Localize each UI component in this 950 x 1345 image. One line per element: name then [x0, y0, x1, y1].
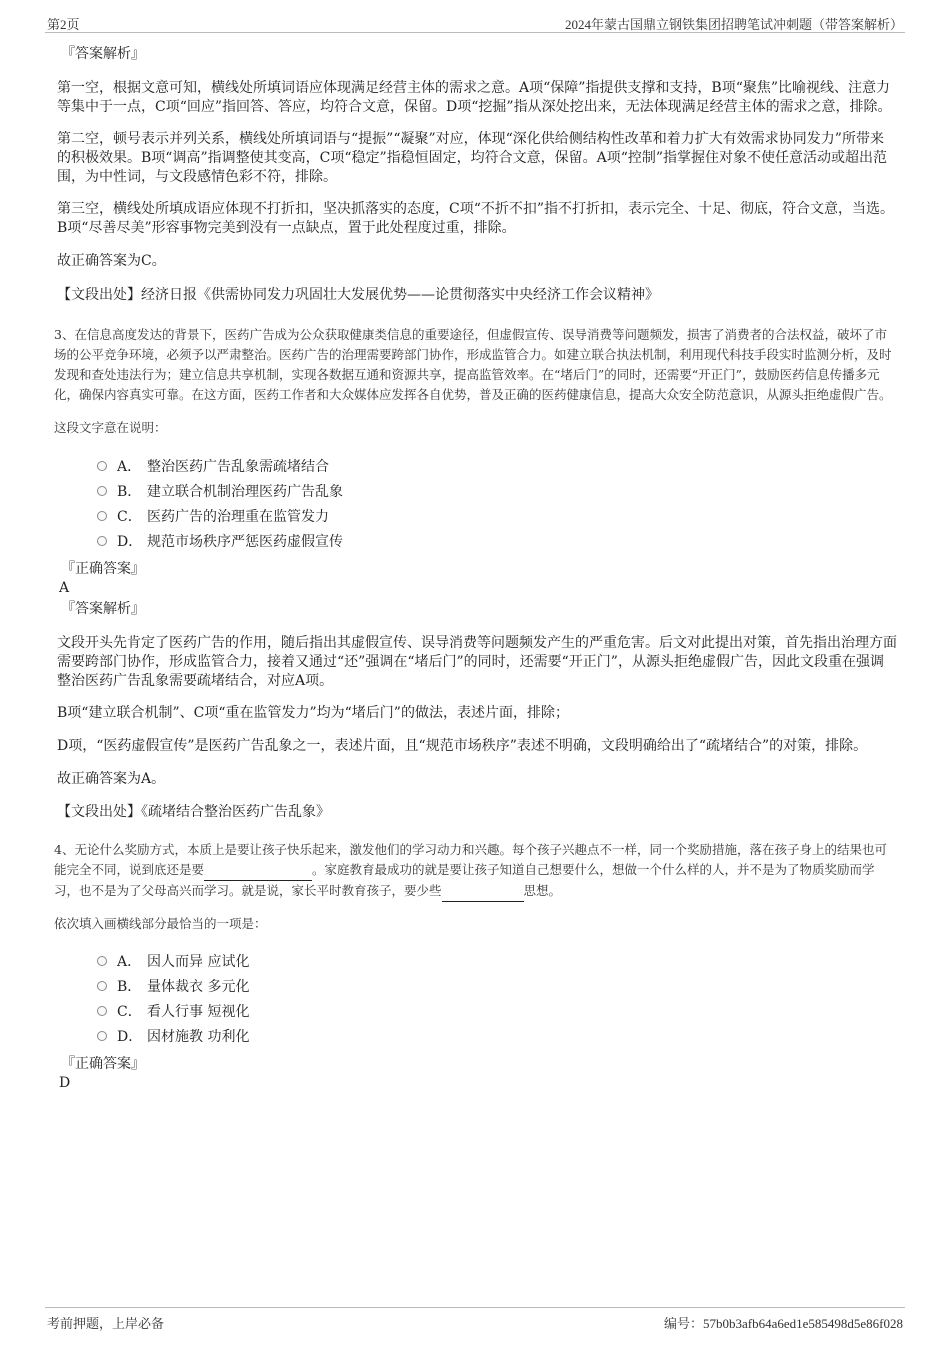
option-a[interactable]: A． 因人而异 应试化 [97, 948, 897, 973]
question-prompt: 依次填入画横线部分最恰当的一项是： [54, 916, 267, 931]
document-id: 编号：57b0b3afb64a6ed1e585498d5e86f028 [663, 1316, 903, 1331]
radio-icon[interactable] [97, 1006, 107, 1016]
page-number: 第2页 [47, 17, 80, 32]
analysis-paragraph: 第二空，顿号表示并列关系，横线处所填词语与“提振”“凝聚”对应，体现“深化供给侧结构性改革和着力扩大有效需求协同发力”所带来的积极效果。B项“调高”指调整使其变高，C项“稳定”指稳恒固定，均符合文意，保留。A项“控制”指掌握住对象不使任意活动或超出范围，为中性词，与文段感情色彩不符，排除。 [57, 131, 888, 185]
option-c[interactable]: C． 医药广告的治理重在监管发力 [97, 503, 897, 528]
radio-icon[interactable] [97, 956, 107, 966]
footer-slogan: 考前押题，上岸必备 [47, 1316, 165, 1331]
analysis-conclusion: 故正确答案为C。 [57, 253, 166, 269]
radio-icon[interactable] [97, 981, 107, 991]
radio-icon[interactable] [97, 1031, 107, 1041]
option-list [57, 948, 897, 1048]
question-stem: 3、在信息高度发达的背景下，医药广告成为公众获取健康类信息的重要途径，但虚假宣传、误导消费等问题频发，损害了消费者的合法权益，破坏了市场的公平竞争环境，必须予以严肃整治。医药广告的治理需要跨部门协作，形成监管合力。如建立联合执法机制，利用现代科技手段实时监测分析，及时发现和查处违法行为；建立信息共享机制，实现各数据互通和资源共享，提高监管效率。在“堵后门”的同时，还需要“开正门”，鼓励医药信息传播多元化，确保内容真实可靠。在这方面，医药工作者和大众媒体应发挥各自优势，普及正确的医药健康信息，提高大众安全防范意识，从源头拒绝虚假广告。 [54, 327, 892, 402]
radio-icon[interactable] [97, 511, 107, 521]
question-2-analysis [57, 44, 897, 305]
analysis-label: 『答案解析』 [61, 601, 145, 617]
option-b[interactable]: B． 建立联合机制治理医药广告乱象 [97, 478, 897, 503]
question-3 [54, 325, 897, 822]
answer-label: 『正确答案』 [61, 561, 145, 577]
option-d[interactable]: D． 因材施教 功利化 [97, 1023, 897, 1048]
radio-icon[interactable] [97, 486, 107, 496]
analysis-paragraph: 第三空，横线处所填成语应体现不打折扣，坚决抓落实的态度，C项“不折不扣”指不打折扣，表示完全、十足、彻底，符合文意，当选。B项“尽善尽美”形容事物完美到没有一点缺点，置于此处程度过重，排除。 [57, 201, 895, 236]
analysis-label: 『答案解析』 [61, 46, 145, 62]
source-citation: 【文段出处】《疏堵结合整治医药广告乱象》 [57, 804, 330, 820]
answer-label: 『正确答案』 [61, 1056, 145, 1072]
page-footer [45, 1307, 905, 1331]
radio-icon[interactable] [97, 461, 107, 471]
question-stem: 4、无论什么奖励方式，本质上是要让孩子快乐起来，激发他们的学习动力和兴趣。每个孩子兴趣点不一样，同一个奖励措施，落在孩子身上的结果也可能完全不同，说到底还是要 。家庭教育最成功的就是要让孩子知道自己想要什么，想做一个什么样的人，并不是为了物质奖励而学习，也不是为了父母高兴而学习。就是说，家长平时教育孩子，要少些 思想。 [54, 840, 897, 902]
option-c[interactable]: C． 看人行事 短视化 [97, 998, 897, 1023]
analysis-paragraph: D项，“医药虚假宣传”是医药广告乱象之一，表述片面，且“规范市场秩序”表述不明确，文段明确给出了“疏堵结合”的对策，排除。 [57, 738, 868, 754]
fill-blank-2 [442, 881, 524, 902]
fill-blank-1 [204, 860, 312, 881]
correct-answer: A [59, 580, 70, 596]
analysis-paragraph: 文段开头先肯定了医药广告的作用，随后指出其虚假宣传、误导消费等问题频发产生的严重危害。后文对此提出对策，首先指出治理方面需要跨部门协作，形成监管合力，接着又通过“还”强调在“堵后门”的同时，还需要“开正门”，从源头拒绝虚假广告，因此文段重在强调整治医药广告乱象需要疏堵结合，对应A项。 [57, 635, 897, 689]
question-4 [54, 840, 897, 1092]
analysis-paragraph: 第一空，根据文意可知，横线处所填词语应体现满足经营主体的需求之意。A项“保障”指提供支撑和支持，B项“聚焦”比喻视线、注意力等集中于一点，C项“回应”指回答、答应，均符合文意，保留。D项“挖掘”指从深处挖出来，无法体现满足经营主体的需求之意，排除。 [57, 80, 892, 115]
analysis-conclusion: 故正确答案为A。 [57, 771, 166, 787]
correct-answer: D [59, 1075, 71, 1091]
option-d[interactable]: D． 规范市场秩序严惩医药虚假宣传 [97, 528, 897, 553]
question-prompt: 这段文字意在说明： [54, 420, 167, 435]
option-b[interactable]: B． 量体裁衣 多元化 [97, 973, 897, 998]
document-title: 2024年蒙古国鼎立钢铁集团招聘笔试冲刺题（带答案解析） [564, 17, 903, 32]
source-citation: 【文段出处】经济日报《供需协同发力巩固壮大发展优势——论贯彻落实中央经济工作会议精神》 [57, 287, 659, 303]
radio-icon[interactable] [97, 536, 107, 546]
option-a[interactable]: A． 整治医药广告乱象需疏堵结合 [97, 453, 897, 478]
analysis-paragraph: B项“建立联合机制”、C项“重在监管发力”均为“堵后门”的做法，表述片面，排除； [57, 705, 569, 721]
option-list [57, 453, 897, 553]
page-header [45, 14, 905, 33]
page-content [54, 44, 897, 1092]
